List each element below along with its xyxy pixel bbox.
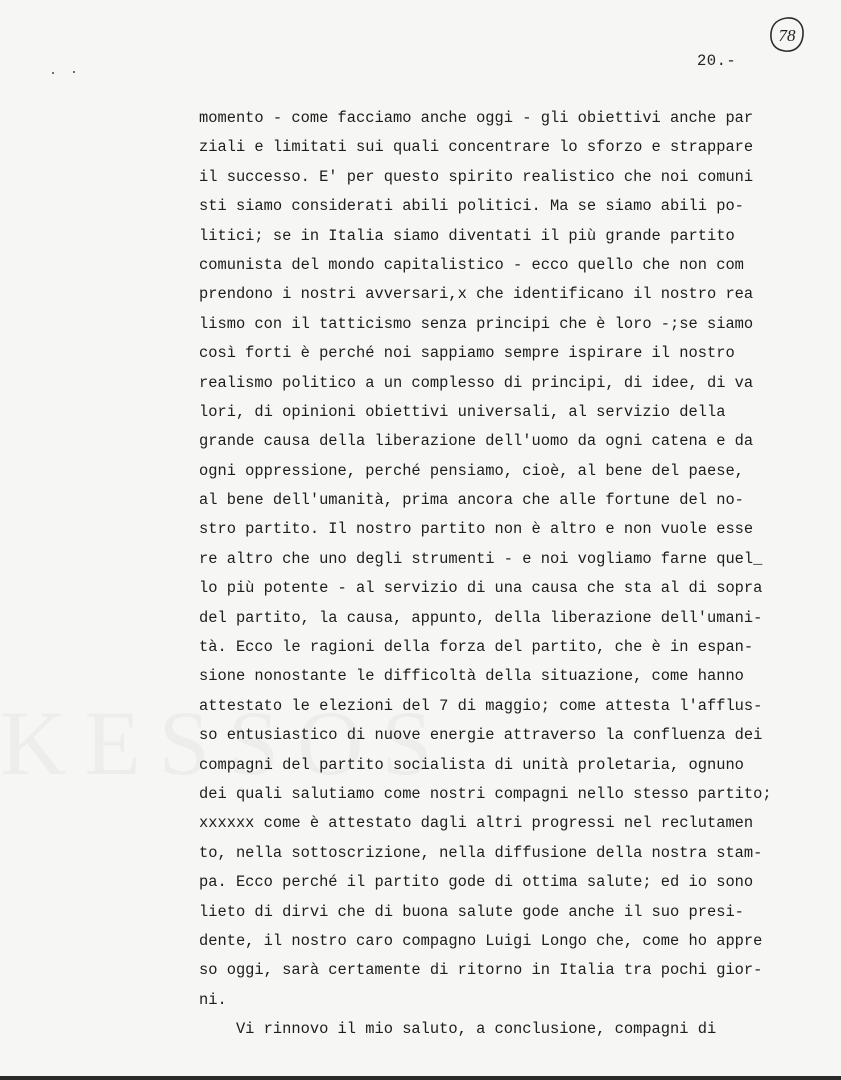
page-number: 20.- — [697, 52, 737, 70]
text-line: so oggi, sarà certamente di ritorno in Italia tra pochi gior- — [199, 961, 763, 980]
text-line: comunista del mondo capitalistico - ecco quello che non com — [199, 255, 744, 274]
text-line: realismo politico a un complesso di principi, di idee, di va — [199, 373, 754, 392]
text-line: Vi rinnovo il mio saluto, a conclusione, compagni di — [199, 1020, 717, 1039]
text-line: al bene dell'umanità, prima ancora che alle fortune del no- — [199, 491, 744, 510]
archive-number-stamp — [766, 14, 806, 54]
text-line: so entusiastico di nuove energie attraverso la confluenza dei — [199, 726, 763, 745]
text-line: ziali e limitati sui quali concentrare lo sforzo e strappare — [199, 138, 754, 157]
text-line: compagni del partito socialista di unità proletaria, ognuno — [199, 755, 744, 774]
text-line: ogni oppressione, perché pensiamo, cioè, al bene del paese, — [199, 461, 744, 480]
handwritten-circle-icon — [766, 14, 808, 56]
text-line: stro partito. Il nostro partito non è altro e non vuole esse — [199, 520, 754, 539]
scan-speck — [73, 71, 75, 73]
text-line: lieto di dirvi che di buona salute gode anche il suo presi- — [199, 902, 744, 921]
text-line: del partito, la causa, appunto, della liberazione dell'umani- — [199, 608, 763, 627]
text-line: il successo. E' per questo spirito realistico che noi comuni — [199, 167, 754, 186]
text-line: to, nella sottoscrizione, nella diffusione della nostra stam- — [199, 843, 763, 862]
text-line: lismo con il tatticismo senza principi che è loro -;se siamo — [199, 314, 754, 333]
scan-speck — [52, 72, 54, 74]
text-line: prendono i nostri avversari,x che identificano il nostro rea — [199, 285, 754, 304]
text-line: lo più potente - al servizio di una causa che sta al di sopra — [199, 579, 763, 598]
archive-number-text: 78 — [778, 26, 796, 45]
text-line: momento - come facciamo anche oggi - gli obiettivi anche par — [199, 109, 754, 127]
text-line: litici; se in Italia siamo diventati il più grande partito — [199, 226, 735, 245]
text-line: grande causa della liberazione dell'uomo da ogni catena e da — [199, 432, 754, 451]
text-line: sti siamo considerati abili politici. Ma se siamo abili po- — [199, 197, 744, 216]
text-line: xxxxxx come è attestato dagli altri progressi nel reclutamen — [199, 814, 754, 833]
text-line: ni. — [199, 990, 227, 1009]
text-line: dei quali salutiamo come nostri compagni nello stesso partito; — [199, 784, 772, 803]
text-line: sione nonostante le difficoltà della situazione, come hanno — [199, 667, 744, 686]
text-line: re altro che uno degli strumenti - e noi vogliamo farne quel_ — [199, 549, 763, 568]
typed-body-text — [199, 104, 829, 1045]
text-line: lori, di opinioni obiettivi universali, al servizio della — [199, 402, 726, 421]
text-line: tà. Ecco le ragioni della forza del partito, che è in espan- — [199, 638, 754, 657]
text-line: dente, il nostro caro compagno Luigi Longo che, come ho appre — [199, 931, 763, 950]
text-line: pa. Ecco perché il partito gode di ottima salute; ed io sono — [199, 873, 754, 892]
text-line: così forti è perché noi sappiamo sempre ispirare il nostro — [199, 344, 735, 363]
text-line: attestato le elezioni del 7 di maggio; come attesta l'afflus- — [199, 696, 763, 715]
